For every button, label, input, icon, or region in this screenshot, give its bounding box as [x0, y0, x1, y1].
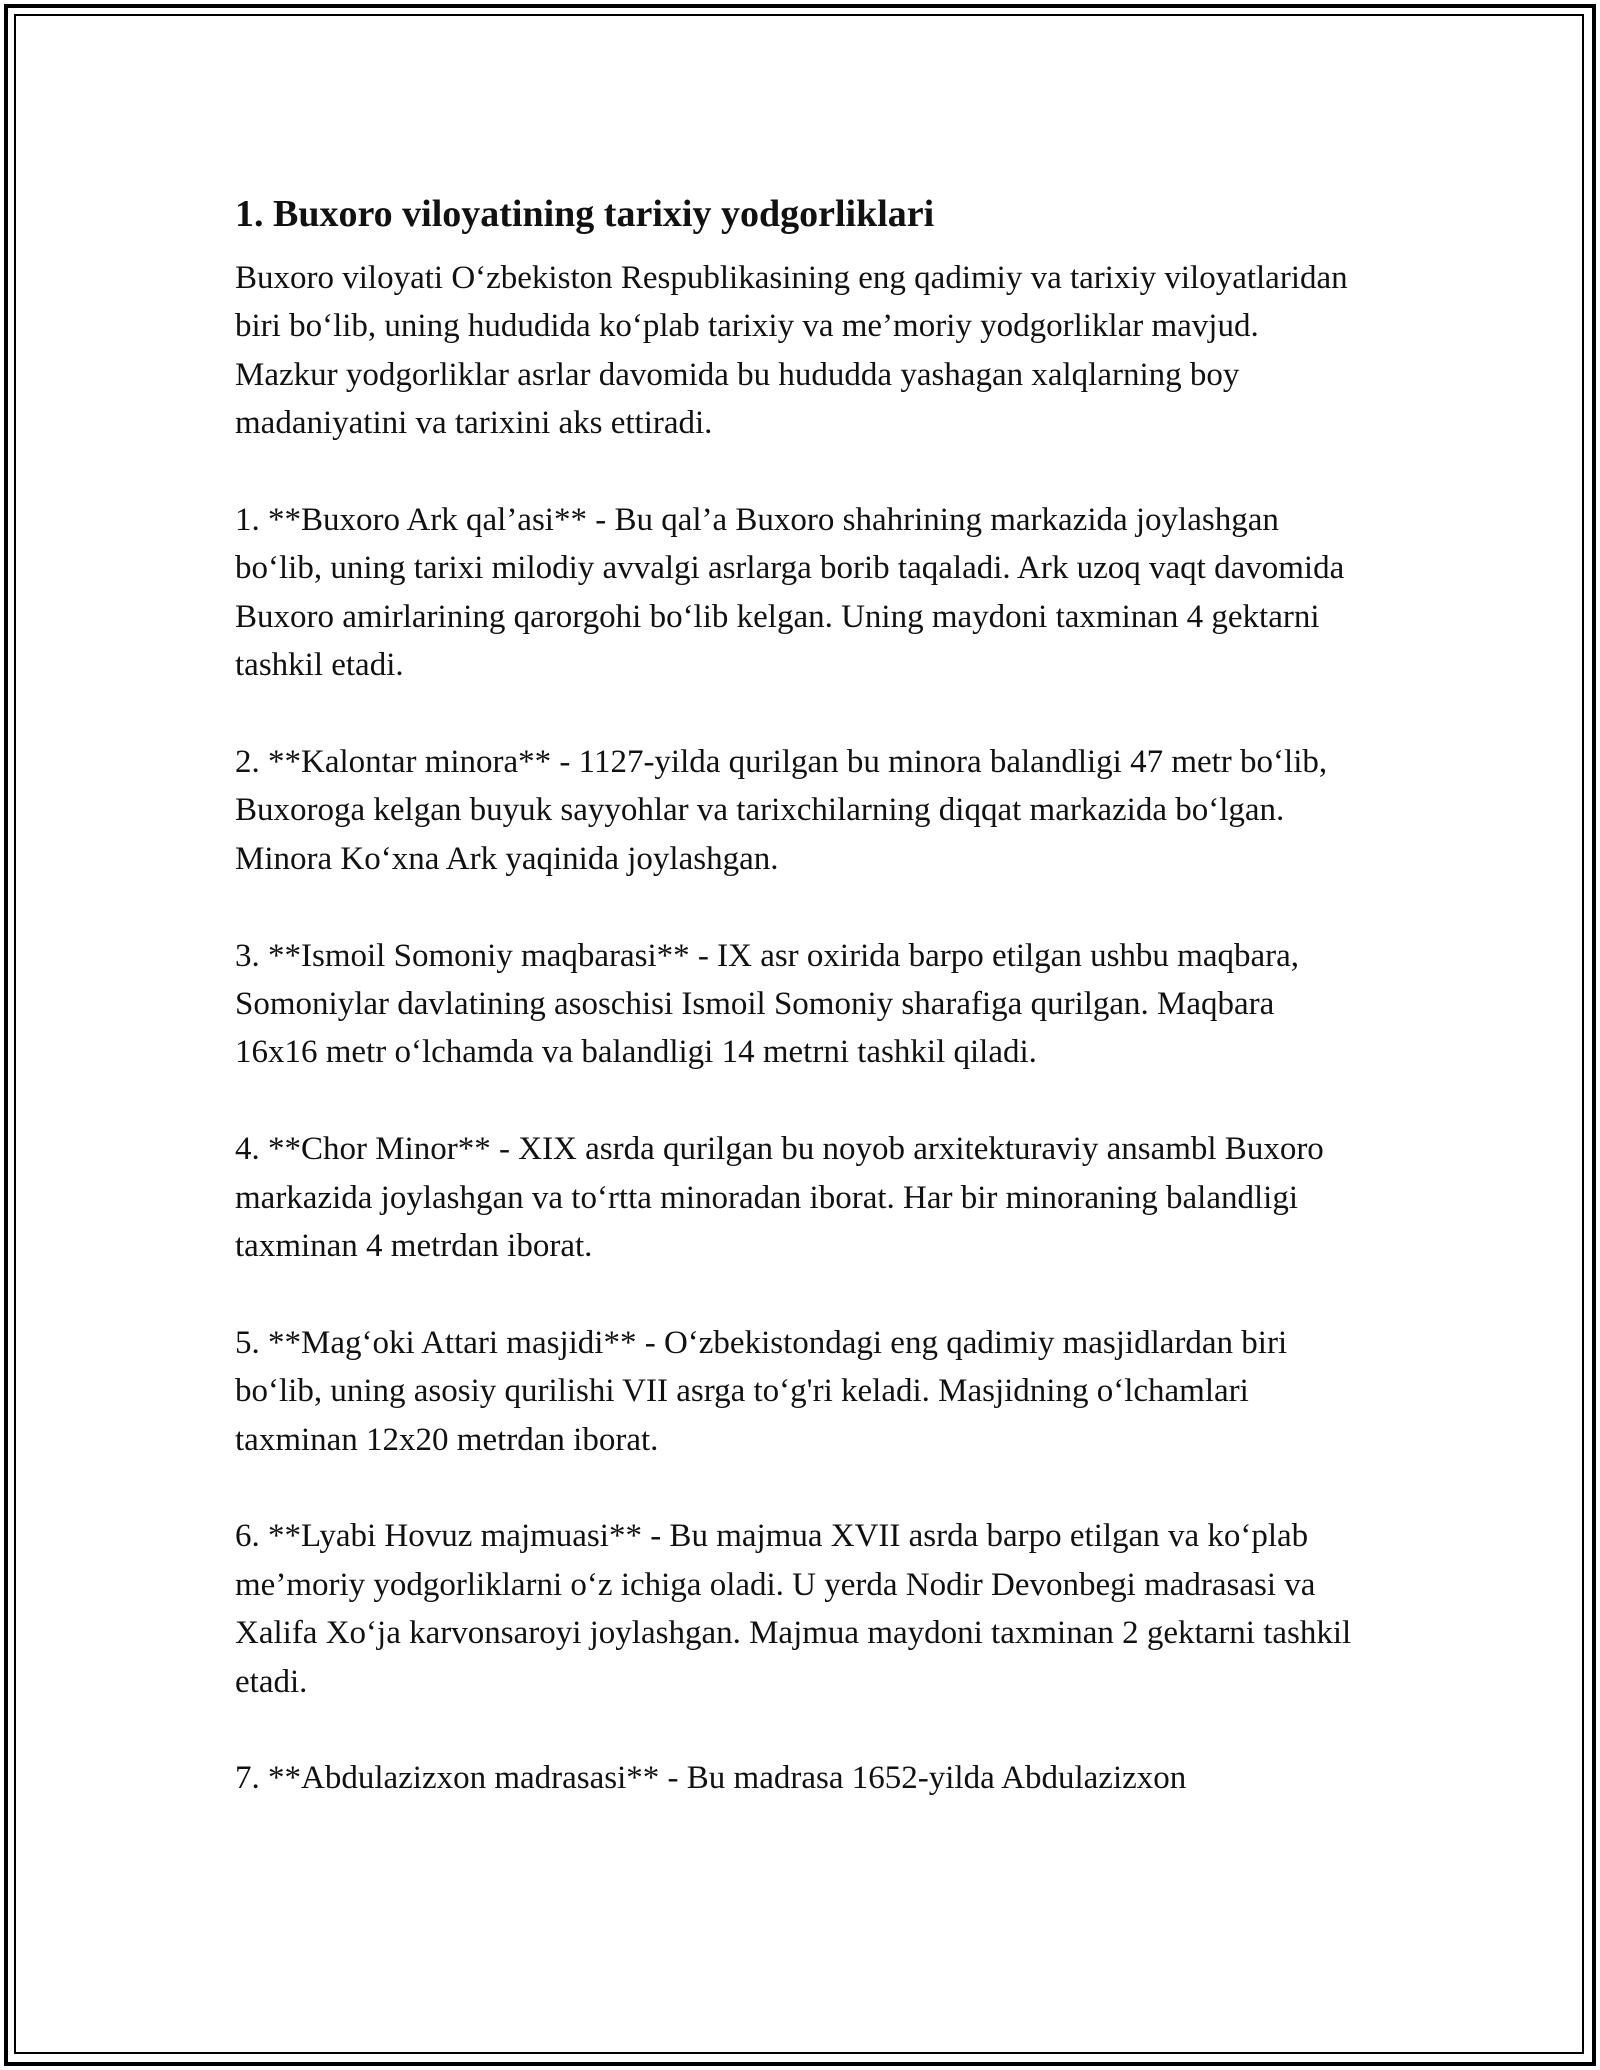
list-item-chor-minor: 4. **Chor Minor** - XIX asrda qurilgan bu noyob arxitekturaviy ansambl Buxoro markazida joylashgan va to‘rtta minoradan iborat. Har bir minoraning balandligi taxminan 4 metrdan iborat. — [235, 1131, 1324, 1265]
list-item-kalontar-minora: 2. **Kalontar minora** - 1127-yilda qurilgan bu minora balandligi 47 metr bo‘lib, Buxoroga kelgan buyuk sayyohlar va tarixchilarning diqqat markazida bo‘lgan. Minora Ko‘xna Ark yaqinida joylashgan. — [235, 744, 1328, 877]
intro-paragraph: Buxoro viloyati O‘zbekiston Respublikasining eng qadimiy va tarixiy viloyatlaridan biri bo‘lib, uning hududida ko‘plab tarixiy va me’moriy yodgorliklar mavjud. Mazkur yodgorliklar asrlar davomida bu hududda yashagan xalqlarning boy madaniyatini va tarixini aks ettiradi. — [235, 260, 1348, 442]
list-item-abdulazizxon: 7. **Abdulazizxon madrasasi** - Bu madrasa 1652-yilda Abdulazizxon — [235, 1760, 1187, 1797]
list-item-lyabi-hovuz: 6. **Lyabi Hovuz majmuasi** - Bu majmua XVII asrda barpo etilgan va ko‘plab me’moriy yodgorliklarni o‘z ichiga oladi. U yerda Nodir Devonbegi madrasasi va Xalifa Xo‘ja karvonsaroyi joylashgan. Majmua maydoni taxminan 2 gektarni tashkil etadi. — [235, 1518, 1352, 1700]
document-title: 1. Buxoro viloyatining tarixiy yodgorliklari — [235, 193, 935, 235]
list-item-magoki-attari: 5. **Mag‘oki Attari masjidi** - O‘zbekistondagi eng qadimiy masjidlardan biri bo‘lib, uning asosiy qurilishi VII asrga to‘g'ri keladi. Masjidning o‘lchamlari taxminan 12x20 metrdan iborat. — [235, 1324, 1288, 1458]
document-body — [235, 188, 1365, 1851]
list-item-ismoil-somoniy: 3. **Ismoil Somoniy maqbarasi** - IX asr oxirida barpo etilgan ushbu maqbara, Somoniylar davlatining asoschisi Ismoil Somoniy sharafiga qurilgan. Maqbara 16x16 metr o‘lchamda va balandligi 14 metrni tashkil qiladi. — [235, 937, 1300, 1071]
list-item-buxoro-ark: 1. **Buxoro Ark qal’asi** - Bu qal’a Buxoro shahrining markazida joylashgan bo‘lib, uning tarixi milodiy avvalgi asrlarga borib taqaladi. Ark uzoq vaqt davomida Buxoro amirlarining qarorgohi bo‘lib kelgan. Uning maydoni taxminan 4 gektarni tashkil etadi. — [235, 502, 1345, 684]
